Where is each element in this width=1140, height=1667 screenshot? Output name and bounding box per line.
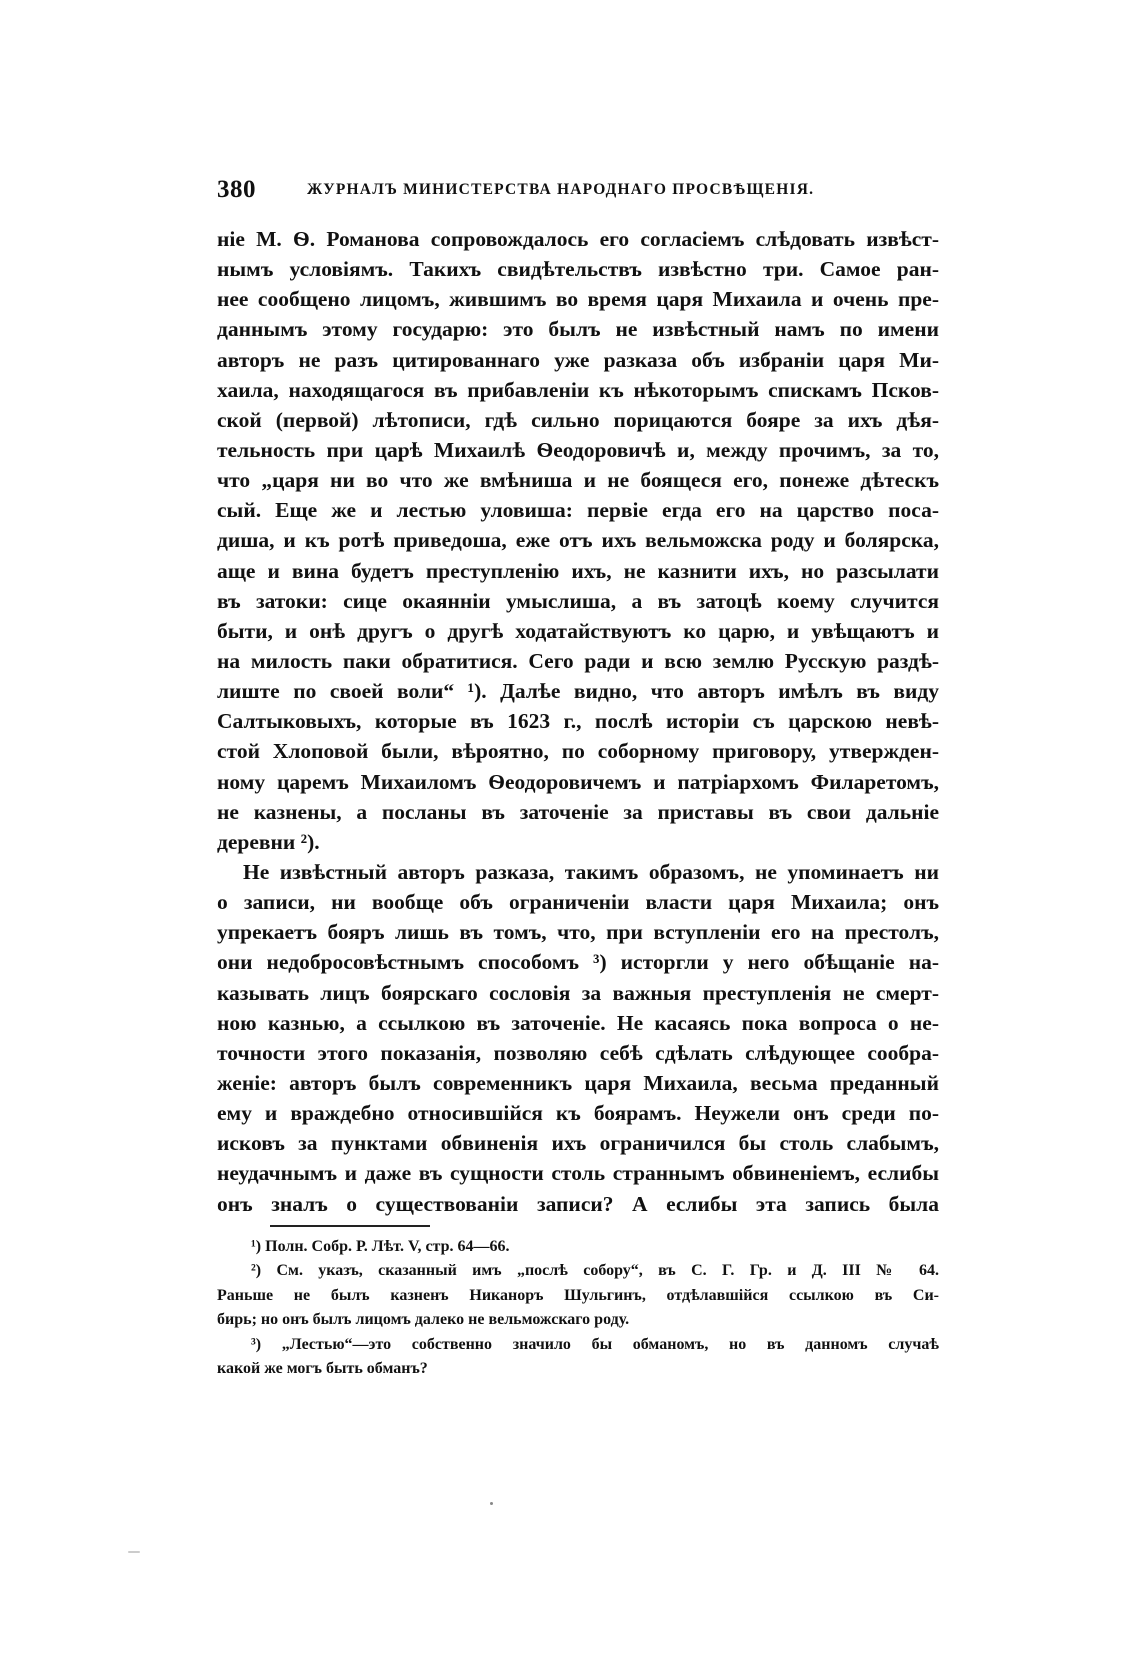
footnote-line: ¹) Полн. Собр. Р. Лѣт. V, стр. 64—66.	[251, 1238, 510, 1255]
text-line: диша, и къ ротѣ приведоша, еже отъ ихъ вельможска роду и болярска,	[217, 528, 939, 553]
text-line: тельность при царѣ Михаилѣ Ѳеодоровичѣ и, между прочимъ, за то,	[217, 437, 939, 462]
text-line: аще и вина будетъ преступленію ихъ, не казнити ихъ, но разсылати	[217, 558, 939, 583]
text-line: точности этого показанія, позволяю себѣ сдѣлать слѣдующее сообра-	[217, 1040, 939, 1065]
scan-speck	[128, 1551, 140, 1553]
text-line: ему и враждебно относившійся къ боярамъ. Неужели онъ среди по-	[217, 1101, 939, 1126]
footnote-line: Раньше не былъ казненъ Никаноръ Шульгинъ, отдѣлавшійся ссылкою въ Си-	[217, 1286, 939, 1304]
text-line: нее сообщено лицомъ, жившимъ во время царя Михаила и очень пре-	[217, 287, 939, 312]
page-number: 380	[217, 176, 256, 203]
text-line: женіе: авторъ былъ современникъ царя Михаила, весьма преданный	[217, 1070, 939, 1095]
footnote-divider	[270, 1225, 430, 1227]
text-line: ніе М. Ѳ. Романова сопровождалось его согласіемъ слѣдовать извѣст-	[217, 227, 939, 251]
text-line: о записи, ни вообще объ ограниченіи власти царя Михаила; онъ	[217, 890, 939, 915]
footnote-line: ³) „Лестью“—это собственно значило бы обманомъ, но въ данномъ случаѣ	[251, 1335, 939, 1353]
text-line: ною казнью, а ссылкою въ заточеніе. Не касаясь пока вопроса о не-	[217, 1010, 939, 1035]
text-line: хаила, находящагося въ прибавленіи къ нѣкоторымъ спискамъ Псков-	[217, 377, 939, 402]
footnotes	[217, 1235, 939, 1381]
text-line: Салтыковыхъ, которые въ 1623 г., послѣ исторіи съ царскою невѣ-	[217, 709, 939, 734]
text-line: ному царемъ Михаиломъ Ѳеодоровичемъ и патріархомъ Филаретомъ,	[217, 769, 939, 794]
footnote-line: бирь; но онъ былъ лицомъ далеко не вельможскаго роду.	[217, 1311, 630, 1329]
text-line: на милость паки обратитися. Сего ради и всю землю Русскую раздѣ-	[217, 648, 939, 673]
text-line: даннымъ этому государю: это былъ не извѣстный намъ по имени	[217, 317, 939, 342]
text-line: неудачнымъ и даже въ сущности столь страннымъ обвиненіемъ, еслибы	[217, 1161, 939, 1186]
text-line: нымъ условіямъ. Такихъ свидѣтельствъ извѣстно три. Самое ран-	[217, 257, 939, 282]
text-line: сый. Еще же и лестью уловиша: первіе егда его на царство поса-	[217, 498, 939, 523]
text-line: въ затоки: сице окаянніи умыслиша, а въ затоцѣ коему случится	[217, 588, 939, 613]
footnote-line: какой же могъ быть обманъ?	[217, 1359, 428, 1377]
text-line: что „царя ни во что же вмѣниша и не боящеся его, понеже дѣтескъ	[217, 468, 939, 493]
body-text	[217, 224, 939, 1219]
text-line: деревни ²).	[217, 829, 320, 854]
running-head: ЖУРНАЛЪ МИНИСТЕРСТВА НАРОДНАГО ПРОСВѢЩЕНІЯ.	[307, 181, 815, 198]
text-line: они недобросовѣстнымъ способомъ ³) исторгли у него обѣщаніе на-	[217, 950, 939, 975]
text-line: не казнены, а посланы въ заточеніе за приставы въ свои дальніе	[217, 799, 939, 824]
text-line: стой Хлоповой были, вѣроятно, по соборному приговору, утвержден-	[217, 739, 939, 764]
text-line: ской (первой) лѣтописи, гдѣ сильно порицаются бояре за ихъ дѣя-	[217, 407, 939, 432]
text-line: упрекаетъ бояръ лишь въ томъ, что, при вступленіи его на престолъ,	[217, 920, 939, 945]
text-line: авторъ не разъ цитированнаго уже разказа объ избраніи царя Ми-	[217, 347, 939, 372]
text-line: казывать лицъ боярскаго сословія за важныя преступленія не смерт-	[217, 980, 939, 1005]
scan-speck	[490, 1502, 493, 1505]
text-line: быти, и онѣ другъ о другѣ ходатайствуютъ ко царю, и увѣщаютъ и	[217, 618, 939, 643]
text-line: Не извѣстный авторъ разказа, такимъ образомъ, не упоминаетъ ни	[243, 859, 939, 884]
footnote-line: ²) См. указъ, сказанный имъ „послѣ собору“, въ С. Г. Гр. и Д. III № 64.	[251, 1262, 939, 1280]
page-header	[217, 176, 939, 208]
text-line: лиште по своей воли“ ¹). Далѣе видно, что авторъ имѣлъ въ виду	[217, 679, 939, 704]
text-line: исковъ за пунктами обвиненія ихъ ограничился бы столь слабымъ,	[217, 1131, 939, 1156]
text-line: онъ зналъ о существованіи записи? А еслибы эта запись была	[217, 1191, 939, 1216]
